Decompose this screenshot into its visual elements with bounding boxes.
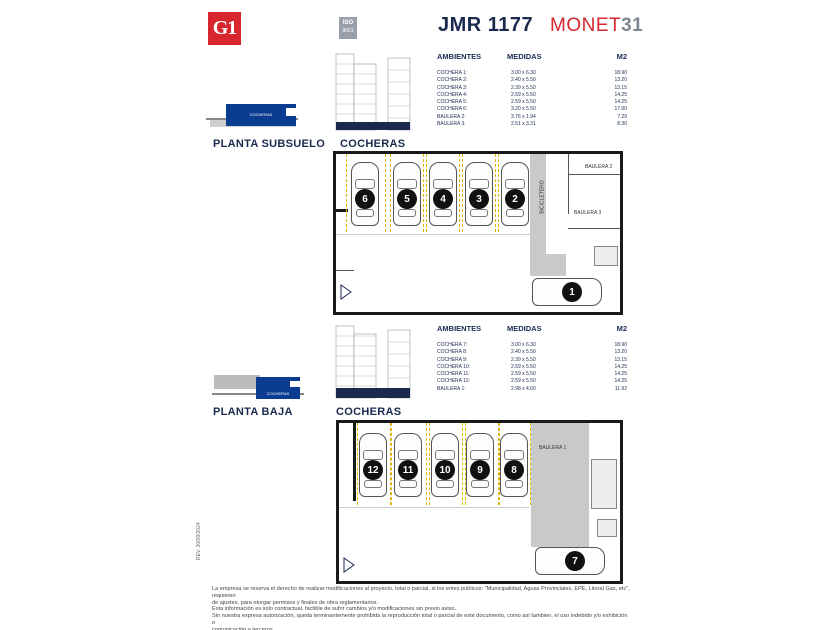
row-name: BAULERA 3: [437, 121, 466, 128]
iso-number: 9001 [342, 28, 354, 34]
iso-badge [339, 17, 357, 39]
car-number: 8 [504, 460, 524, 480]
table-header [437, 52, 627, 61]
row-m2: 7.29 [617, 113, 627, 120]
footer-line: Esta información es solo contractual, factible de sufrir cambios y/o modificaciones sin previo aviso. [212, 606, 457, 613]
row-m2: 14.25 [614, 99, 627, 106]
stair-block [591, 459, 617, 509]
row-m2: 8.30 [617, 121, 627, 128]
baja-section-title: PLANTA BAJA [213, 406, 293, 418]
row-size: 3.00 x 6.30 [511, 70, 536, 76]
header-medidas: MEDIDAS [507, 324, 542, 333]
car-spot-5 [393, 162, 421, 226]
row-name: COCHERA 10: [437, 363, 471, 370]
row-name: COCHERA 6: [437, 106, 468, 113]
subsuelo-elevation [322, 48, 414, 136]
table-row [437, 114, 627, 121]
table-row [437, 121, 627, 128]
row-name: COCHERA 1: [437, 70, 468, 76]
baulera-wall [568, 174, 620, 175]
header-medidas: MEDIDAS [507, 52, 542, 61]
baja-table [437, 324, 627, 393]
baja-keyplan-label: COCHERAS [266, 391, 290, 396]
table-row [437, 77, 627, 84]
car-spot-8 [500, 433, 528, 497]
company-logo: G1 [208, 12, 241, 45]
table-row [437, 99, 627, 106]
baulera-2-label: BAULERA 2 [585, 164, 613, 170]
baja-floor-plan [336, 420, 623, 584]
plan-divider [339, 507, 529, 508]
row-size: 2.59 x 5.50 [511, 371, 536, 378]
row-m2: 18.90 [614, 342, 627, 348]
stair-block [594, 246, 618, 266]
car-spot-11 [394, 433, 422, 497]
car-number: 1 [562, 282, 582, 302]
row-m2: 14.25 [614, 363, 627, 370]
table-row [437, 386, 627, 393]
table-row [437, 70, 627, 77]
row-name: COCHERA 4: [437, 91, 468, 98]
header-m2: M2 [616, 52, 627, 61]
table-row [437, 106, 627, 113]
subsuelo-section-title: PLANTA SUBSUELO [213, 138, 326, 150]
table-row [437, 85, 627, 92]
brand-logo [550, 15, 643, 37]
plan-divider [336, 234, 530, 235]
footer-line: Sin nuestra expresa autorización, queda terminantemente prohibida la reproducción total o parcial de este documento, como así tambien, el uso indebido y/o exhibición o [212, 613, 628, 626]
row-name: COCHERA 9: [437, 356, 468, 363]
gray-zone [530, 254, 566, 276]
car-spot-9 [466, 433, 494, 497]
revision-date: REV. 30/09/2024 [196, 522, 202, 560]
brand-number: 31 [621, 15, 644, 36]
car-spot-2 [501, 162, 529, 226]
car-number: 2 [505, 189, 525, 209]
car-number: 4 [433, 189, 453, 209]
subsuelo-table [437, 52, 627, 128]
baja-elevation [322, 322, 414, 402]
row-m2: 13.20 [614, 349, 627, 356]
row-name: COCHERA 12: [437, 378, 471, 385]
car-spot-12 [359, 433, 387, 497]
footer-line: comunicación a terceros. [212, 626, 275, 630]
brand-prefix: MONET [550, 15, 622, 36]
row-m2: 14.25 [614, 371, 627, 378]
ramp-line [336, 270, 354, 271]
row-size: 2.59 x 5.50 [511, 378, 536, 385]
entry-arrow-icon [340, 284, 352, 300]
table-row [437, 349, 627, 356]
row-m2: 14.25 [614, 378, 627, 385]
row-size: 2.98 x 4.00 [511, 385, 536, 392]
row-m2: 17.60 [614, 106, 627, 113]
footer-line: La empresa se reserva el derecho de realizar modificaciones al proyecto, total o parcial, si los entes públicos: "Municipalidad, Aguas Provinciales, EPE, Litoral Gas, etc", requieren [212, 586, 630, 599]
header-ambientes: AMBIENTES [437, 52, 482, 61]
car-number: 11 [398, 460, 418, 480]
row-size: 2.40 x 5.50 [511, 77, 536, 84]
car-number: 10 [435, 460, 455, 480]
car-number: 9 [470, 460, 490, 480]
row-name: COCHERA 11: [437, 371, 470, 378]
row-name: COCHERA 7: [437, 342, 468, 348]
row-m2: 14.25 [614, 91, 627, 98]
header-ambientes: AMBIENTES [437, 324, 482, 333]
table-row [437, 92, 627, 99]
row-m2: 11.92 [614, 385, 627, 392]
row-size: 2.39 x 5.50 [511, 84, 536, 91]
subsuelo-keyplan-label: COCHERAS [249, 112, 273, 117]
iso-label: ISO [342, 20, 354, 26]
table-row [437, 371, 627, 378]
row-m2: 18.90 [614, 70, 627, 76]
baulera-wall [568, 228, 620, 229]
car-number: 6 [355, 189, 375, 209]
row-size: 3.76 x 1.94 [511, 113, 536, 120]
baulera-wall [568, 154, 569, 214]
table-header [437, 324, 627, 333]
car-number: 12 [363, 460, 383, 480]
table-row [437, 342, 627, 349]
subsuelo-plan-title: COCHERAS [340, 138, 406, 150]
row-m2: 13.15 [614, 84, 627, 91]
row-name: COCHERA 5: [437, 99, 468, 106]
row-name: COCHERA 3: [437, 84, 468, 91]
row-size: 2.59 x 5.50 [511, 99, 536, 106]
row-size: 2.59 x 5.50 [511, 91, 536, 98]
row-size: 2.39 x 5.50 [511, 356, 536, 363]
stair-block [597, 519, 617, 537]
footer-line: de ajustes, para otorgar permisos y finales de obra reglamentarios. [212, 599, 379, 606]
row-size: 2.59 x 5.50 [511, 363, 536, 370]
subsuelo-keyplan [206, 98, 298, 132]
entry-arrow-icon [343, 557, 355, 573]
subsuelo-floor-plan [333, 151, 623, 315]
row-size: 3.00 x 6.30 [511, 342, 536, 348]
legal-footer [212, 586, 632, 630]
row-size: 3.20 x 5.50 [511, 106, 536, 113]
row-size: 2.51 x 3.31 [511, 121, 536, 128]
table-row [437, 378, 627, 385]
car-spot-6 [351, 162, 379, 226]
car-spot-10 [431, 433, 459, 497]
row-name: BAULERA 1: [437, 385, 466, 392]
row-size: 2.40 x 5.50 [511, 349, 536, 356]
table-row [437, 364, 627, 371]
baja-plan-title: COCHERAS [336, 406, 402, 418]
row-m2: 13.20 [614, 77, 627, 84]
car-spot-7 [535, 547, 605, 575]
baja-keyplan [212, 373, 304, 403]
car-number: 5 [397, 189, 417, 209]
car-spot-1 [532, 278, 602, 306]
row-m2: 13.15 [614, 356, 627, 363]
car-number: 3 [469, 189, 489, 209]
car-spot-4 [429, 162, 457, 226]
bicicletero-label: BICICLETERO [539, 180, 546, 214]
row-name: COCHERA 8: [437, 349, 468, 356]
car-spot-3 [465, 162, 493, 226]
plan-inner-wall [353, 423, 356, 501]
row-name: COCHERA 2: [437, 77, 468, 84]
baulera-1-label: BAULERA 1 [539, 445, 567, 451]
table-row [437, 357, 627, 364]
project-code: JMR 1177 [438, 14, 534, 36]
car-number: 7 [565, 551, 585, 571]
baulera-3-label: BAULERA 3 [574, 210, 602, 216]
header-m2: M2 [616, 324, 627, 333]
gray-zone [531, 423, 589, 547]
row-name: BAULERA 2: [437, 113, 466, 120]
